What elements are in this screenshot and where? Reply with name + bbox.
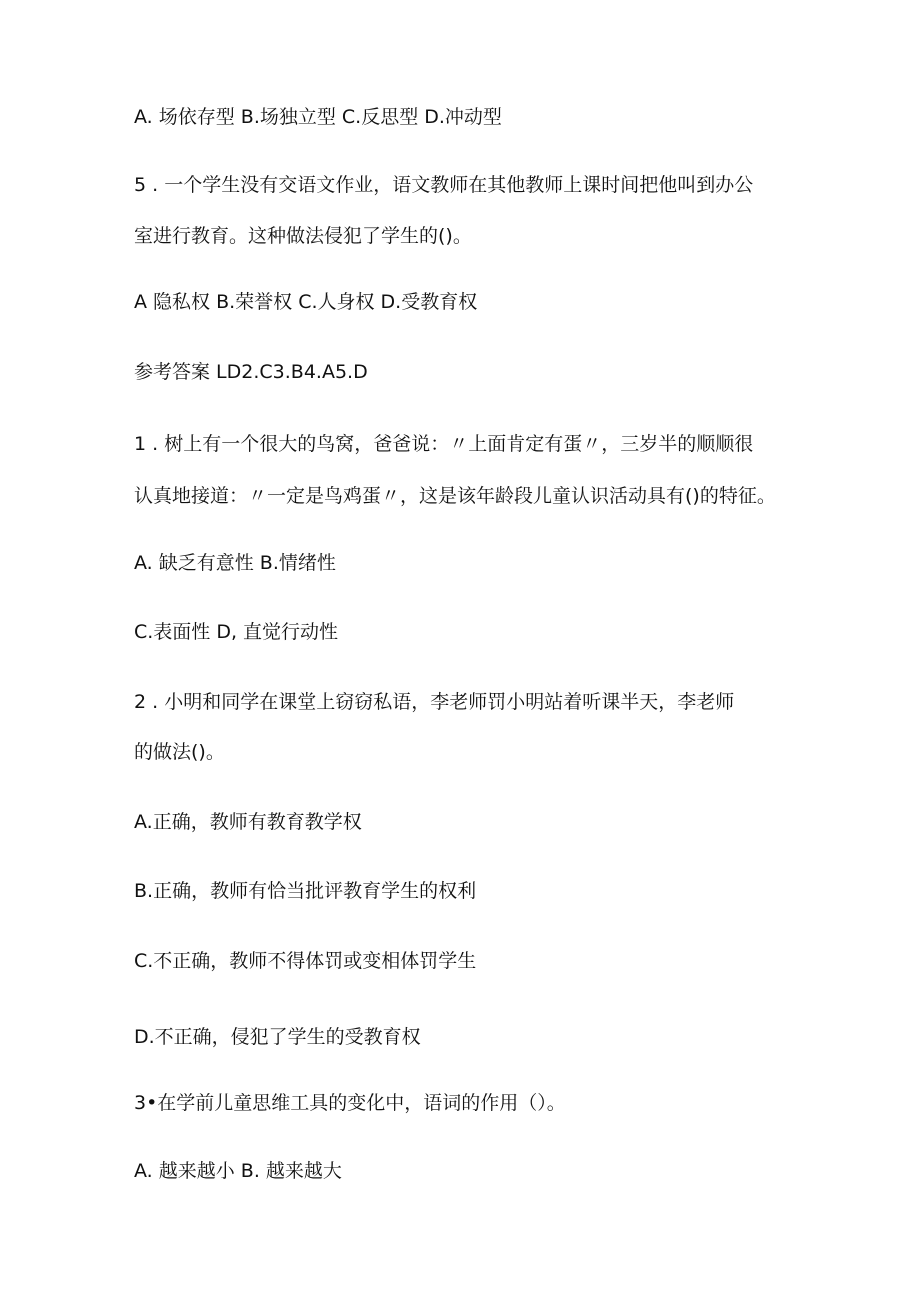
answer-options-q3: A. 越来越小 B. 越来越大 <box>134 1160 342 1182</box>
question-1-line-2: 认真地接道：〃一定是鸟鸡蛋〃，这是该年龄段儿童认识活动具有()的特征。 <box>134 485 776 507</box>
answer-options-q5: A 隐私权 B.荣誉权 C.人身权 D.受教育权 <box>134 291 478 313</box>
answer-options-q4: A. 场依存型 B.场独立型 C.反思型 D.冲动型 <box>134 106 502 128</box>
answer-options-q1-a-b: A. 缺乏有意性 B.情绪性 <box>134 552 336 574</box>
answer-option-q2-b: B.正确，教师有恰当批评教育学生的权利 <box>134 880 477 902</box>
question-3: 3•在学前儿童思维工具的变化中，语词的作用（）。 <box>134 1092 566 1114</box>
question-2-line-2: 的做法()。 <box>134 741 225 763</box>
answer-options-q1-c-d: C.表面性 D, 直觉行动性 <box>134 621 339 643</box>
question-5-line-2: 室进行教育。这种做法侵犯了学生的()。 <box>134 225 472 247</box>
answer-option-q2-a: A.正确，教师有教育教学权 <box>134 811 362 833</box>
answer-option-q2-d: D.不正确，侵犯了学生的受教育权 <box>134 1026 421 1048</box>
question-1-line-1: 1 . 树上有一个很大的鸟窝，爸爸说：〃上面肯定有蛋〃，三岁半的顺顺很 <box>134 433 754 455</box>
answer-option-q2-c: C.不正确，教师不得体罚或变相体罚学生 <box>134 950 477 972</box>
reference-answers: 参考答案 LD2.C3.B4.A5.D <box>134 361 368 383</box>
question-5-line-1: 5 . 一个学生没有交语文作业，语文教师在其他教师上课时间把他叫到办公 <box>134 174 754 196</box>
question-2-line-1: 2 . 小明和同学在课堂上窃窃私语，李老师罚小明站着听课半天，李老师 <box>134 691 735 713</box>
